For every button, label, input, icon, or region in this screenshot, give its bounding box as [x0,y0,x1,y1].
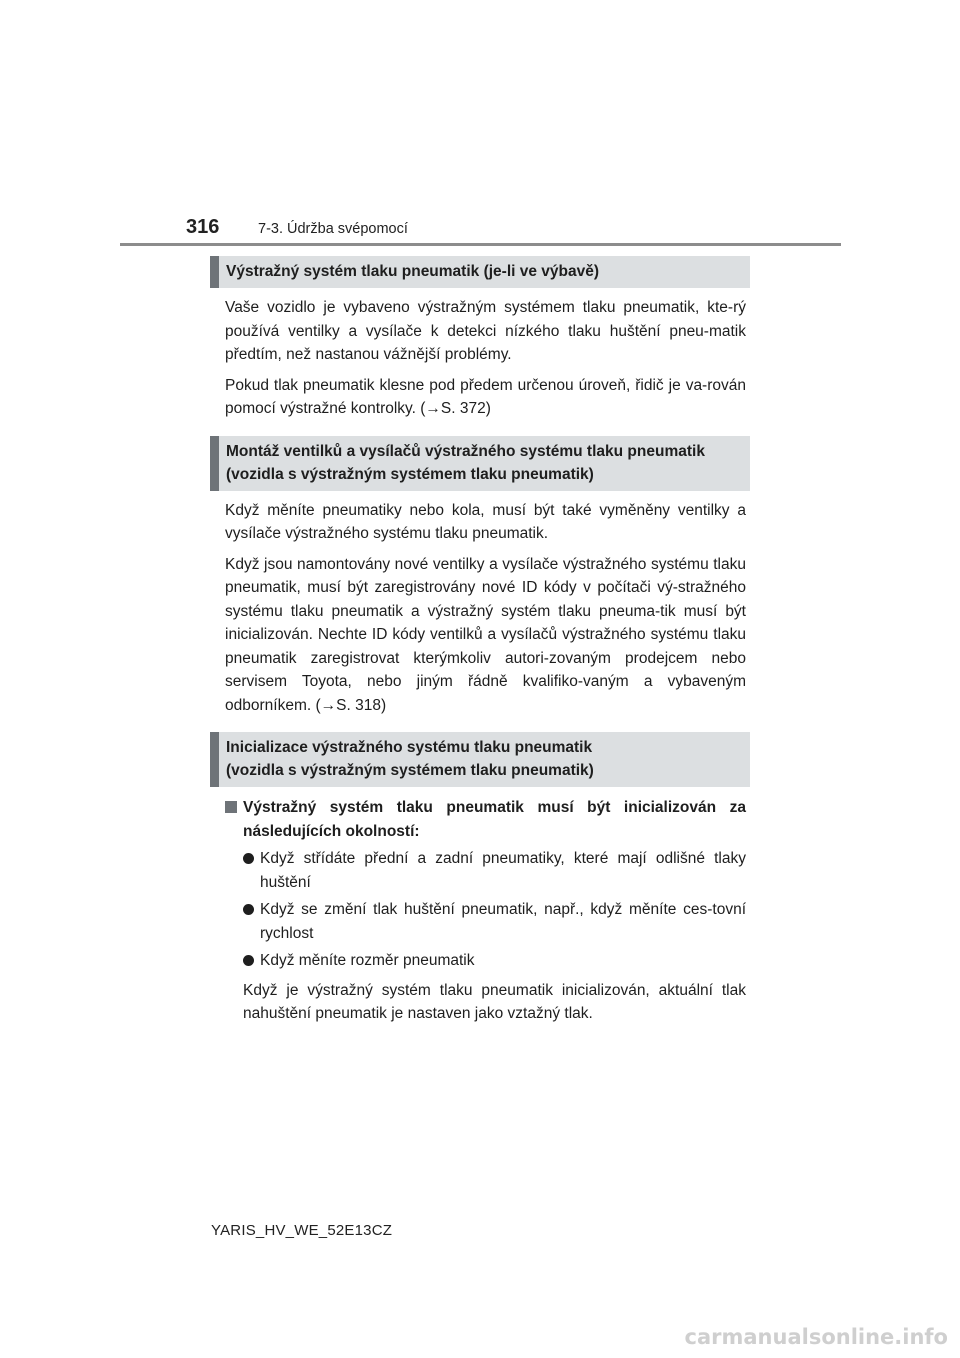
list-item-text: Když střídáte přední a zadní pneumatiky, které mají odlišné tlaky huštění [260,850,746,891]
closing-paragraph: Když je výstražný systém tlaku pneumatik inicializován, aktuální tlak nahuštění pneumatik je nastaven jako vztažný tlak. [243,981,746,1022]
paragraph: Když měníte pneumatiky nebo kola, musí být také vyměněny ventilky a vysílače výstražného systému tlaku pneumatik. [225,501,746,542]
page-content [210,256,750,1041]
round-bullet-icon [243,955,254,966]
section-heading-valves [210,436,750,491]
list-item [210,847,750,894]
list-item-text: Když se změní tlak huštění pneumatik, např., když měníte ces-tovní rychlost [260,901,746,942]
list-item [210,949,750,973]
page-number: 316 [186,216,220,238]
section-title: 7-3. Údržba svépomocí [258,221,408,237]
section-heading-tpws: Výstražný systém tlaku pneumatik (je-li ve výbavě) [210,256,750,288]
heading-line: (vozidla s výstražným systémem tlaku pneumatik) [226,762,594,779]
section-heading-initialization [210,732,750,787]
heading-line: (vozidla s výstražným systémem tlaku pneumatik) [226,465,594,483]
subheading-text: Výstražný systém tlaku pneumatik musí být inicializován za následujících okolností: [243,799,746,840]
heading-line: Montáž ventilků a vysílačů výstražného systému tlaku pneumatik [226,442,705,460]
subheading [210,796,750,843]
square-bullet-icon [225,801,237,813]
header-divider [120,243,841,246]
paragraph: Když jsou namontovány nové ventilky a vysílače výstražného systému tlaku pneumatik, musí být zaregistrovány nové ID kódy v počítači vý-stražného systému tlaku pneumatik a výstražný systém tlaku pneuma-tik musí být inicializován. Nechte ID kódy ventilků a vysílačů výstražného systému tlaku pneumatik zaregistrovat kterýmkoliv autori-zovaným prodejcem nebo servisem Toyota, nebo jiným řádně kvalifiko-vaným a vybaveným odborníkem. (→S. 318) [225,555,746,714]
paragraph: Pokud tlak pneumatik klesne pod předem určenou úroveň, řidič je va-rován pomocí výstražné kontrolky. (→S. 372) [225,376,746,417]
round-bullet-icon [243,853,254,864]
document-code: YARIS_HV_WE_52E13CZ [211,1222,393,1239]
heading-line: Inicializace výstražného systému tlaku pneumatik [226,739,593,756]
round-bullet-icon [243,904,254,915]
paragraph: Vaše vozidlo je vybaveno výstražným systémem tlaku pneumatik, kte-rý používá ventilky a vysílače k detekci nízkého tlaku huštění pneu-matik předtím, než nastanou vážnější problémy. [225,299,746,363]
list-item-text: Když měníte rozměr pneumatik [260,952,475,969]
list-item [210,898,750,945]
watermark: carmanualsonline.info [684,1325,948,1349]
